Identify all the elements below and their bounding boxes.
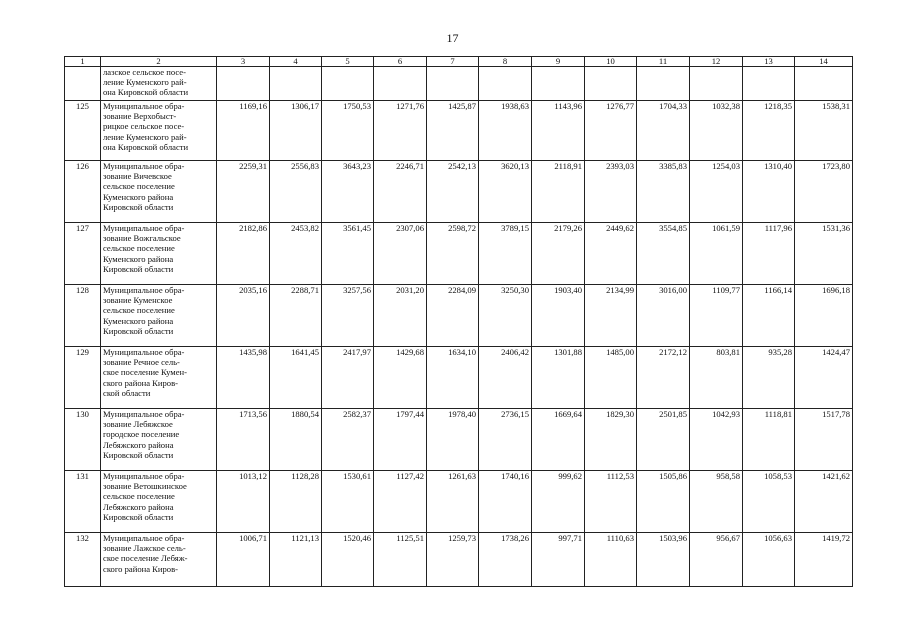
table-row	[65, 161, 853, 223]
municipality-name-line: городское поселение	[103, 429, 180, 440]
value-cell: 1978,40	[427, 409, 479, 471]
municipality-name-line: сельское поселение	[103, 243, 175, 254]
value-cell: 2417,97	[322, 347, 374, 409]
municipality-name-line: Кировской области	[103, 449, 174, 460]
value-cell: 3554,85	[637, 223, 690, 285]
value-cell: 3561,45	[322, 223, 374, 285]
municipality-name-line: она Кировской области	[103, 141, 189, 152]
value-cell: 1061,59	[690, 223, 743, 285]
value-cell	[479, 67, 532, 101]
value-cell: 1301,88	[532, 347, 585, 409]
municipality-name-line: Муниципальное обра-	[103, 533, 185, 543]
value-cell: 1531,36	[795, 223, 853, 285]
value-cell: 1118,81	[743, 409, 795, 471]
value-cell: 1435,98	[217, 347, 270, 409]
value-cell	[532, 67, 585, 101]
municipality-name-line: зование Вожгальское	[103, 233, 181, 244]
municipality-name-line: Муниципальное обра-	[103, 285, 185, 295]
value-cell: 1112,53	[585, 471, 637, 533]
table-row	[65, 285, 853, 347]
value-cell: 1169,16	[217, 101, 270, 161]
row-number: 128	[65, 285, 101, 347]
value-cell	[795, 67, 853, 101]
municipality-name	[101, 223, 217, 285]
value-cell: 1125,51	[374, 533, 427, 587]
municipality-name-line: сельское поселение	[103, 305, 175, 316]
municipality-name-line: Муниципальное обра-	[103, 101, 185, 111]
value-cell: 1110,63	[585, 533, 637, 587]
value-cell: 1056,63	[743, 533, 795, 587]
value-cell: 1713,56	[217, 409, 270, 471]
municipality-name-line: Куменского района	[103, 315, 174, 326]
value-cell: 1032,38	[690, 101, 743, 161]
value-cell: 2307,06	[374, 223, 427, 285]
value-cell: 1424,47	[795, 347, 853, 409]
row-number: 126	[65, 161, 101, 223]
row-number	[65, 67, 101, 101]
value-cell: 3643,23	[322, 161, 374, 223]
value-cell: 2582,37	[322, 409, 374, 471]
value-cell: 2542,13	[427, 161, 479, 223]
value-cell: 1117,96	[743, 223, 795, 285]
value-cell	[217, 67, 270, 101]
value-cell: 3016,00	[637, 285, 690, 347]
value-cell: 1109,77	[690, 285, 743, 347]
row-number: 129	[65, 347, 101, 409]
value-cell: 2453,82	[270, 223, 322, 285]
value-cell: 1738,26	[479, 533, 532, 587]
value-cell: 1696,18	[795, 285, 853, 347]
municipality-name-line: она Кировской области	[103, 87, 189, 98]
value-cell	[585, 67, 637, 101]
value-cell: 2393,03	[585, 161, 637, 223]
municipality-name-line: Муниципальное обра-	[103, 471, 185, 481]
column-header: 6	[374, 57, 427, 67]
value-cell: 958,58	[690, 471, 743, 533]
value-cell: 2598,72	[427, 223, 479, 285]
value-cell: 1261,63	[427, 471, 479, 533]
value-cell: 2182,86	[217, 223, 270, 285]
table-row	[65, 101, 853, 161]
value-cell: 1505,86	[637, 471, 690, 533]
table-body	[65, 67, 853, 587]
value-cell: 2259,31	[217, 161, 270, 223]
value-cell	[743, 67, 795, 101]
column-header: 2	[101, 57, 217, 67]
municipality-name-line: Кировской области	[103, 511, 174, 522]
column-header: 4	[270, 57, 322, 67]
value-cell: 1723,80	[795, 161, 853, 223]
municipality-name-line: Лебяжского района	[103, 501, 174, 512]
value-cell: 3385,83	[637, 161, 690, 223]
table-row	[65, 533, 853, 587]
value-cell: 3250,30	[479, 285, 532, 347]
page-number: 17	[446, 31, 459, 45]
value-cell: 2449,62	[585, 223, 637, 285]
value-cell: 2406,42	[479, 347, 532, 409]
value-cell: 2031,20	[374, 285, 427, 347]
municipality-name-line: Куменского района	[103, 253, 174, 264]
value-cell: 2035,16	[217, 285, 270, 347]
municipality-name-line: зование Верхобыст-	[103, 111, 177, 122]
value-cell: 1254,03	[690, 161, 743, 223]
municipality-name-line: ского района Киров-	[103, 563, 179, 574]
column-header: 9	[532, 57, 585, 67]
value-cell: 1259,73	[427, 533, 479, 587]
value-cell: 1903,40	[532, 285, 585, 347]
municipality-name-line: сельское поселение	[103, 491, 175, 502]
value-cell: 1429,68	[374, 347, 427, 409]
column-header: 14	[795, 57, 853, 67]
value-cell: 1520,46	[322, 533, 374, 587]
value-cell: 803,81	[690, 347, 743, 409]
value-cell: 1419,72	[795, 533, 853, 587]
column-header: 13	[743, 57, 795, 67]
municipality-name	[101, 161, 217, 223]
value-cell: 2172,12	[637, 347, 690, 409]
value-cell: 1517,78	[795, 409, 853, 471]
value-cell: 1006,71	[217, 533, 270, 587]
column-header: 3	[217, 57, 270, 67]
column-header: 10	[585, 57, 637, 67]
value-cell: 3620,13	[479, 161, 532, 223]
value-cell: 2556,83	[270, 161, 322, 223]
value-cell: 3257,56	[322, 285, 374, 347]
municipality-name-line: Муниципальное обра-	[103, 223, 185, 233]
municipality-name-line: ление Куменского рай-	[103, 77, 187, 88]
value-cell: 1740,16	[479, 471, 532, 533]
municipality-name-line: Кировской области	[103, 201, 174, 212]
value-cell: 2246,71	[374, 161, 427, 223]
value-cell: 1880,54	[270, 409, 322, 471]
municipality-name-line: Муниципальное обра-	[103, 409, 185, 419]
value-cell: 1421,62	[795, 471, 853, 533]
municipality-name-line: зование Вичевское	[103, 171, 172, 182]
municipality-name-line: Куменского района	[103, 191, 174, 202]
value-cell	[374, 67, 427, 101]
municipality-name-line: Кировской области	[103, 325, 174, 336]
value-cell: 1485,00	[585, 347, 637, 409]
value-cell: 997,71	[532, 533, 585, 587]
municipality-name-line: зование Куменское	[103, 295, 173, 306]
value-cell: 3789,15	[479, 223, 532, 285]
value-cell: 1166,14	[743, 285, 795, 347]
value-cell: 1641,45	[270, 347, 322, 409]
value-cell: 999,62	[532, 471, 585, 533]
row-number: 132	[65, 533, 101, 587]
municipality-name-line: ского района Киров-	[103, 377, 179, 388]
value-cell: 1128,28	[270, 471, 322, 533]
table-row	[65, 409, 853, 471]
data-table	[64, 56, 853, 587]
municipality-name-line: ской области	[103, 387, 151, 398]
row-number: 131	[65, 471, 101, 533]
municipality-name	[101, 285, 217, 347]
value-cell: 1503,96	[637, 533, 690, 587]
value-cell: 1042,93	[690, 409, 743, 471]
municipality-name-line: ское поселение Кумен-	[103, 367, 188, 378]
value-cell: 1538,31	[795, 101, 853, 161]
municipality-name-line: Муниципальное обра-	[103, 347, 185, 357]
municipality-name	[101, 409, 217, 471]
value-cell: 1013,12	[217, 471, 270, 533]
municipality-name-line: Муниципальное обра-	[103, 161, 185, 171]
municipality-name	[101, 533, 217, 587]
municipality-name	[101, 471, 217, 533]
value-cell: 1704,33	[637, 101, 690, 161]
municipality-name-line: зование Лебяжское	[103, 419, 173, 430]
municipality-name	[101, 101, 217, 161]
column-header: 11	[637, 57, 690, 67]
value-cell: 2134,99	[585, 285, 637, 347]
municipality-name-line: ление Куменского рай-	[103, 131, 187, 142]
value-cell: 1276,77	[585, 101, 637, 161]
value-cell: 2288,71	[270, 285, 322, 347]
row-number: 127	[65, 223, 101, 285]
value-cell	[322, 67, 374, 101]
municipality-name-line: зование Лажское сель-	[103, 543, 186, 554]
header-row	[65, 57, 853, 67]
value-cell: 1310,40	[743, 161, 795, 223]
value-cell: 1829,30	[585, 409, 637, 471]
value-cell: 1271,76	[374, 101, 427, 161]
column-header: 7	[427, 57, 479, 67]
value-cell: 1121,13	[270, 533, 322, 587]
value-cell	[427, 67, 479, 101]
municipality-name	[101, 347, 217, 409]
row-number: 125	[65, 101, 101, 161]
municipality-name-line: сельское поселение	[103, 181, 175, 192]
value-cell: 2501,85	[637, 409, 690, 471]
municipality-name	[101, 67, 217, 101]
column-header: 12	[690, 57, 743, 67]
value-cell: 1634,10	[427, 347, 479, 409]
value-cell	[637, 67, 690, 101]
value-cell: 2179,26	[532, 223, 585, 285]
value-cell: 1938,63	[479, 101, 532, 161]
table-row	[65, 67, 853, 101]
municipality-name-line: рицкое сельское посе-	[103, 121, 185, 132]
value-cell	[270, 67, 322, 101]
value-cell: 935,28	[743, 347, 795, 409]
column-header: 5	[322, 57, 374, 67]
municipality-name-line: лазское сельское посе-	[103, 67, 186, 77]
value-cell: 1669,64	[532, 409, 585, 471]
table-row	[65, 223, 853, 285]
municipality-name-line: Кировской области	[103, 263, 174, 274]
value-cell: 1425,87	[427, 101, 479, 161]
value-cell: 1306,17	[270, 101, 322, 161]
value-cell: 1750,53	[322, 101, 374, 161]
municipality-name-line: зование Речное сель-	[103, 357, 180, 368]
value-cell: 1058,53	[743, 471, 795, 533]
value-cell: 2118,91	[532, 161, 585, 223]
municipality-name-line: зование Ветошкинское	[103, 481, 187, 492]
value-cell: 1797,44	[374, 409, 427, 471]
table-header	[65, 57, 853, 67]
value-cell: 2736,15	[479, 409, 532, 471]
row-number: 130	[65, 409, 101, 471]
value-cell: 1530,61	[322, 471, 374, 533]
value-cell: 2284,09	[427, 285, 479, 347]
value-cell	[690, 67, 743, 101]
value-cell: 956,67	[690, 533, 743, 587]
column-header: 1	[65, 57, 101, 67]
table-row	[65, 347, 853, 409]
value-cell: 1143,96	[532, 101, 585, 161]
table-row	[65, 471, 853, 533]
municipality-name-line: ское поселение Лебяж-	[103, 553, 188, 564]
municipality-name-line: Лебяжского района	[103, 439, 174, 450]
value-cell: 1218,35	[743, 101, 795, 161]
column-header: 8	[479, 57, 532, 67]
value-cell: 1127,42	[374, 471, 427, 533]
